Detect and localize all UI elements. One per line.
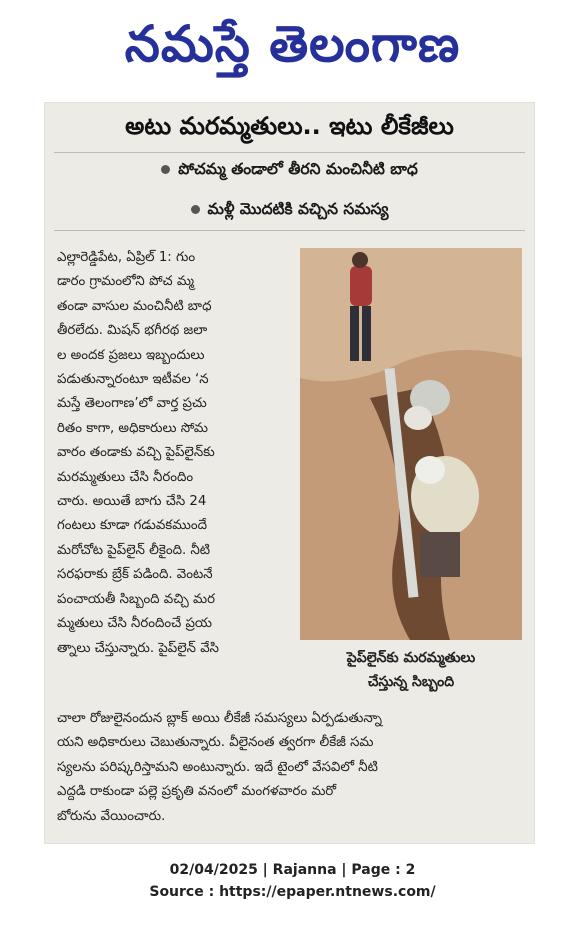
body-line: వారం తండాకు వచ్చి పైప్‌లైన్‌కు [57, 445, 215, 461]
caption-line: పైప్‌లైన్‌కు మరమ్మతులు [346, 650, 476, 666]
photo-caption [300, 646, 522, 694]
article-body-column [57, 246, 287, 661]
body-line: త్నాలు చేస్తున్నారు. పైప్‌లైన్ వేసి [57, 640, 220, 656]
edition-info: 02/04/2025 | Rajanna | Page : 2 [169, 862, 416, 878]
article-body-full-width [57, 707, 525, 829]
body-line: మ్మతులు చేసి నీరందించే ప్రయ [57, 616, 213, 632]
subheading-1-text: పోచమ్మ తండాలో తీరని మంచినీటి బాధ [178, 160, 418, 178]
subheading-1 [44, 160, 535, 182]
caption-line: చేస్తున్న సిబ్బంది [367, 674, 455, 690]
body-line: స్యలను పరిష్కరిస్తామని అంటున్నారు. ఇదే టైంలో వేసవిలో నీటి [57, 759, 378, 775]
body-line: సరఫరాకు బ్రేక్ పడింది. వెంటనే [57, 567, 213, 583]
divider [54, 152, 525, 153]
body-line: మరోచోట పైప్‌లైన్ లీకైంది. నీటి [57, 542, 211, 558]
body-line: మస్తే తెలంగాణ’లో వార్త ప్రచు [57, 396, 207, 412]
bullet-icon [191, 205, 200, 214]
subheading-2 [44, 200, 535, 222]
body-line: తీరలేదు. మిషన్ భగీరథ జలా [57, 323, 208, 339]
bullet-icon [161, 165, 170, 174]
body-line: బోరును వేయించారు. [57, 808, 166, 824]
body-line: యని అధికారులు చెబుతున్నారు. వీలైనంత త్వరగా లీకేజీ సమ [57, 735, 374, 751]
newspaper-masthead: నమస్తే తెలంగాణ [124, 15, 461, 73]
body-line: పంచాయతీ సిబ్బంది వచ్చి మర [57, 591, 215, 607]
body-line: డారం గ్రామంలోని పోచ మ్మ [57, 274, 195, 290]
divider [54, 230, 525, 231]
subheading-2-text: మళ్లీ మొదటికి వచ్చిన సమస్య [207, 200, 389, 218]
body-line: ఎల్లారెడ్డిపేట, ఏప్రిల్ 1: గుం [57, 250, 196, 265]
body-line: చారు. అయితే బాగు చేసి 24 [57, 494, 207, 510]
news-photo [300, 248, 522, 640]
body-line: మరమ్మతులు చేసి నీరందిం [57, 469, 194, 485]
photo-illustration [300, 248, 522, 640]
news-clipping [44, 102, 535, 844]
source-url: Source : https://epaper.ntnews.com/ [149, 884, 436, 900]
body-line: ఎద్దడి రాకుండా పల్లె ప్రకృతి వనంలో మంగళవారం మరో [57, 784, 337, 800]
body-line: పడుతున్నారంటూ ఇటీవల ‘న [57, 372, 209, 388]
body-line: రితం కాగా, అధికారులు సోమ [57, 420, 208, 436]
body-line: చాలా రోజులైనందున బ్లాక్ అయి లీకేజీ సమస్యలు ఏర్పడుతున్నా [57, 711, 383, 726]
body-line: తండా వాసుల మంచినీటి బాధ [57, 298, 212, 314]
article-headline: అటు మరమ్మతులు.. ఇటు లీకేజీలు [125, 112, 454, 140]
body-line: ల అందక ప్రజలు ఇబ్బందులు [57, 347, 205, 363]
body-line: గంటలు కూడా గడువకముందే [57, 518, 208, 534]
